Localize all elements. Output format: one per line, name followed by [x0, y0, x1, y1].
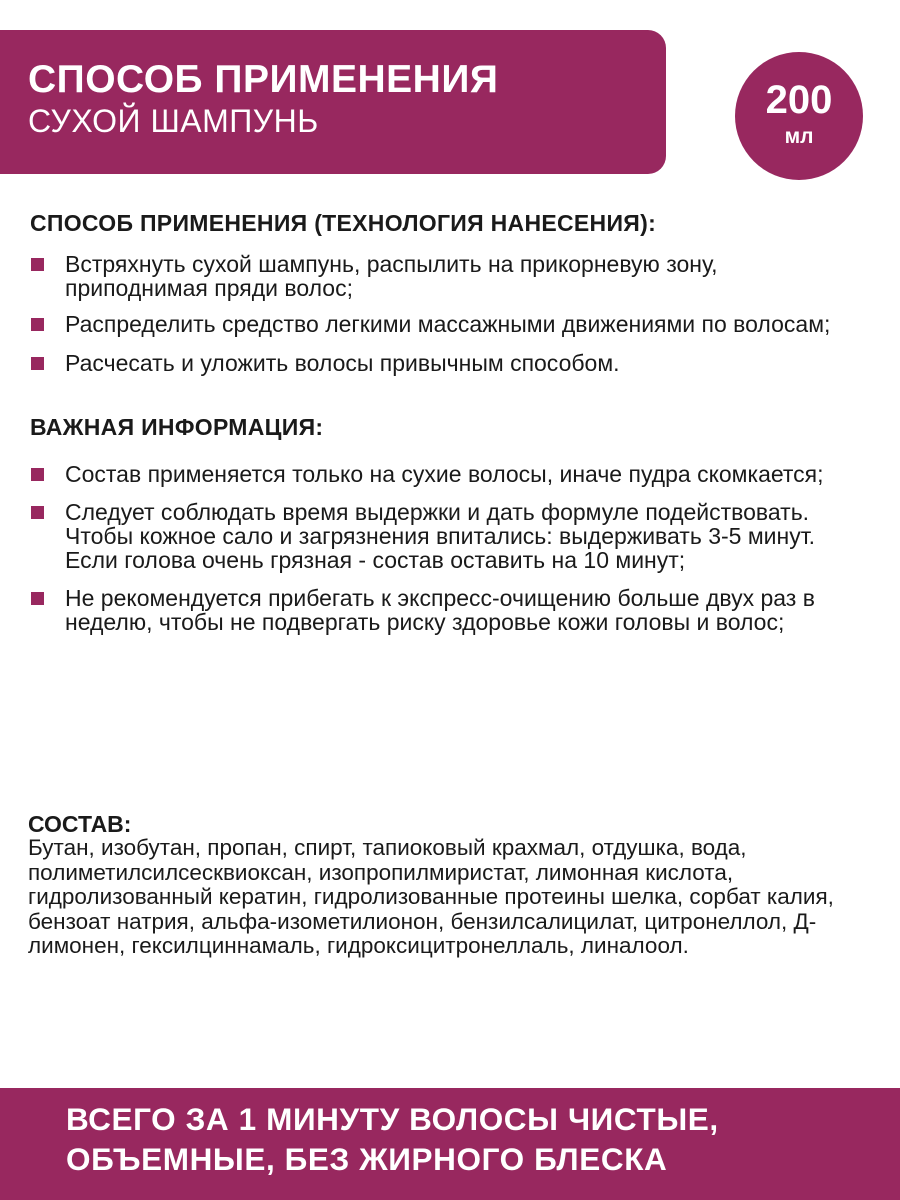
square-bullet-icon — [31, 318, 44, 331]
application-list — [30, 252, 860, 385]
list-item-text: Встряхнуть сухой шампунь, распылить на прикорневую зону, приподнимая пряди волос; — [65, 251, 718, 301]
square-bullet-icon — [31, 468, 44, 481]
square-bullet-icon — [31, 506, 44, 519]
list-item-text: Следует соблюдать время выдержки и дать формуле подействовать. Чтобы кожное сало и загрязнения впитались: выдерживать 3-5 минут. Если голова очень грязная - состав оставить на 10 минут; — [65, 499, 816, 573]
page-subtitle: СУХОЙ ШАМПУНЬ — [28, 103, 319, 139]
header-band — [0, 30, 666, 174]
volume-badge — [735, 52, 863, 180]
volume-unit: мл — [784, 125, 814, 148]
list-item-text: Не рекомендуется прибегать к экспресс-очищению больше двух раз в неделю, чтобы не подвергать риску здоровье кожи головы и волос; — [65, 585, 815, 635]
important-list — [30, 462, 860, 644]
square-bullet-icon — [31, 592, 44, 605]
list-item — [30, 312, 860, 336]
list-item-text: Состав применяется только на сухие волосы, иначе пудра скомкается; — [65, 461, 824, 487]
important-heading: ВАЖНАЯ ИНФОРМАЦИЯ: — [30, 414, 324, 440]
application-heading: СПОСОБ ПРИМЕНЕНИЯ (ТЕХНОЛОГИЯ НАНЕСЕНИЯ): — [30, 210, 657, 236]
list-item — [30, 500, 860, 572]
square-bullet-icon — [31, 357, 44, 370]
composition-text: Бутан, изобутан, пропан, спирт, тапиоковый крахмал, отдушка, вода, полиметилсилсесквиоксан, изопропилмиристат, лимонная кислота, гидролизованный кератин, гидролизованные протеины шелка, сорбат калия, бензоат натрия, альфа-изометилионон, бензилсалицилат, цитронеллол, Д-лимонен, гексилциннамаль, гидроксицитронеллаль, линалоол. — [28, 835, 834, 958]
volume-number: 200 — [765, 78, 833, 122]
list-item-text: Распределить средство легкими массажными движениями по волосам; — [65, 311, 831, 337]
page-title: СПОСОБ ПРИМЕНЕНИЯ — [28, 58, 499, 101]
footer-slogan: ВСЕГО ЗА 1 МИНУТУ ВОЛОСЫ ЧИСТЫЕ, ОБЪЕМНЫЕ, БЕЗ ЖИРНОГО БЛЕСКА — [66, 1101, 719, 1177]
list-item-text: Расчесать и уложить волосы привычным способом. — [65, 350, 620, 376]
list-item — [30, 351, 860, 375]
composition-heading: СОСТАВ: — [28, 811, 132, 837]
list-item — [30, 586, 860, 634]
list-item — [30, 252, 860, 300]
list-item — [30, 462, 860, 486]
square-bullet-icon — [31, 258, 44, 271]
